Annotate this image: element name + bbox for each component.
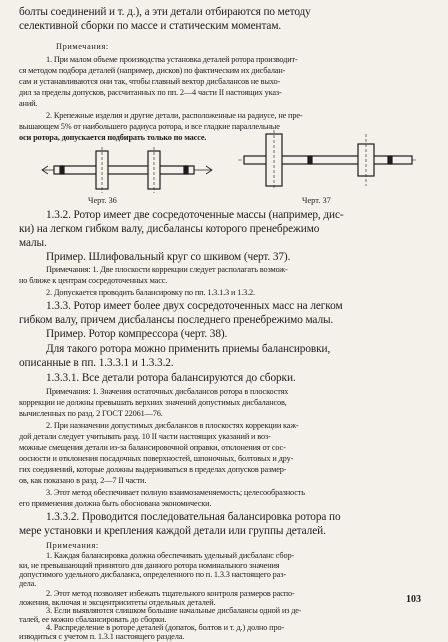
text-line: дела. bbox=[19, 579, 37, 589]
text-line: ки, не превышающий принятого для данного ротора номинального значения bbox=[19, 560, 280, 570]
figure-37-diagram bbox=[238, 130, 418, 190]
text-line: дой детали следует учитывать разд. 10 II части настоящих указаний и воз- bbox=[19, 432, 271, 441]
figure-36-diagram bbox=[40, 145, 215, 195]
text-line: талей, ее можно сбалансировать до сборки. bbox=[19, 614, 167, 624]
text-line: оосности и отклонения посадочных поверхностей, шпоночных, болтовых и дру- bbox=[19, 454, 294, 463]
text-line: Для такого ротора можно применить приемы балансировки, bbox=[46, 343, 331, 355]
text-line: 2. Крепежные изделия и другие детали, расположенные на радиусе, не пре- bbox=[46, 111, 303, 120]
page-number: 103 bbox=[406, 594, 421, 605]
text-line: 1.3.3. Ротор имеет более двух сосредоточенных масс на легком bbox=[46, 300, 343, 312]
text-line: 4. Распределение в роторе деталей (допаток, болтов и т. д.) долно про- bbox=[46, 623, 285, 633]
text-line: ов, как показано в разд. 2—7 II части. bbox=[19, 476, 147, 485]
text-line: вычисленных по разд. 2 ГОСТ 22061—76. bbox=[19, 409, 163, 418]
text-line: Примечания: 1. Две плоскости коррекции следует располагать возмож- bbox=[46, 265, 288, 274]
text-line: коррекции не должны превышать верхних значений допустимых дисбалансов, bbox=[19, 398, 287, 407]
text-line: сам и устанавливаются они так, чтобы главный вектор дисбалансов не выхо- bbox=[19, 77, 281, 86]
text-line: мере установки и крепления каждой детали или группы деталей. bbox=[19, 525, 326, 537]
text-line: 1.3.3.2. Проводится последовательная балансировка ротора по bbox=[46, 511, 341, 523]
figure-37-caption: Черт. 37 bbox=[302, 196, 331, 205]
text-line: оси ротора, допускается подбирать только по массе. bbox=[19, 133, 207, 142]
text-line: можные смещения детали из-за балансировочной оправки, отклонения от сос- bbox=[19, 443, 286, 452]
text-line: вышающем 5% от наибольшего радиуса ротора, и все гладкие параллельные bbox=[19, 122, 280, 131]
text-line: дил за пределы допусков, рассчитанных по пп. 2—4 части II настоящих указ- bbox=[19, 88, 282, 97]
text-line: его применения должна быть обоснована экономически. bbox=[19, 499, 212, 508]
text-line: ки) на легком гибком валу, дисбалансы которого пренебрежимо bbox=[19, 223, 320, 235]
text-line: гибком валу, причем дисбалансы последнего пренебрежимо малы. bbox=[19, 314, 334, 326]
text-line: 1. Каждая балансировка должна обеспечивать удельный дисбаланс сбор- bbox=[46, 551, 295, 561]
text-line: 2. При назначении допустимых дисбалансов в плоскостях коррекции каж- bbox=[46, 421, 299, 430]
text-line: изводиться с учетом п. 1.3.1 настоящего раздела. bbox=[19, 632, 185, 641]
text-line: 2. Допускается проводить балансировку по пп. 1.3.1.3 и 1.3.2. bbox=[46, 288, 255, 297]
text-line: малы. bbox=[19, 237, 47, 249]
text-line: 1.3.3.1. Все детали ротора балансируются до сборки. bbox=[46, 372, 296, 384]
text-line: 2. Этот метод позволяет избежать тщательного контроля размеров распо- bbox=[46, 588, 295, 598]
text-line: болты соединений и т. д.), а эти детали отбираются по методу bbox=[19, 6, 311, 18]
text-line: гих соединений, которые должны выдерживаться в пределах допусков размер- bbox=[19, 465, 287, 474]
text-line: ложения, включая и эксцентриситеты отдельных деталей. bbox=[19, 597, 216, 607]
text-line: 3. Если выявляются слишком большие начальные дисбалансы одной из де- bbox=[46, 606, 302, 616]
text-line: допустимого удельного дисбаланса, определенного по п. 1.3.3 настоящего раз- bbox=[19, 569, 286, 579]
text-line: ся методом подбора деталей (например, дисков) по фактическим их дисбалан- bbox=[19, 66, 286, 75]
text-line: 1. При малом объеме производства установка деталей ротора производит- bbox=[46, 55, 298, 64]
notes-heading: Примечания: bbox=[46, 541, 99, 550]
figure-36-caption: Черт. 36 bbox=[88, 196, 117, 205]
text-line: 3. Этот метод обеспечивает полную взаимозаменяемость; целесообразность bbox=[46, 488, 305, 497]
text-line: селективной сборки по массе и статическим моментам. bbox=[19, 20, 282, 32]
text-line: Примечания: 1. Значения остаточных дисбалансов ротора в плоскостях bbox=[46, 387, 289, 396]
example-line: Пример. Ротор компрессора (черт. 38). bbox=[46, 328, 228, 340]
example-line: Пример. Шлифовальный круг со шкивом (черт. 37). bbox=[46, 251, 291, 263]
text-line: 1.3.2. Ротор имеет две сосредоточенные массы (например, дис- bbox=[46, 209, 344, 221]
text-line: но ближе к центрам сосредоточенных масс. bbox=[19, 276, 168, 285]
text-line: аний. bbox=[19, 99, 38, 108]
notes-heading: Примечания: bbox=[56, 42, 109, 51]
text-line: описанные в пп. 1.3.3.1 и 1.3.3.2. bbox=[19, 357, 174, 369]
